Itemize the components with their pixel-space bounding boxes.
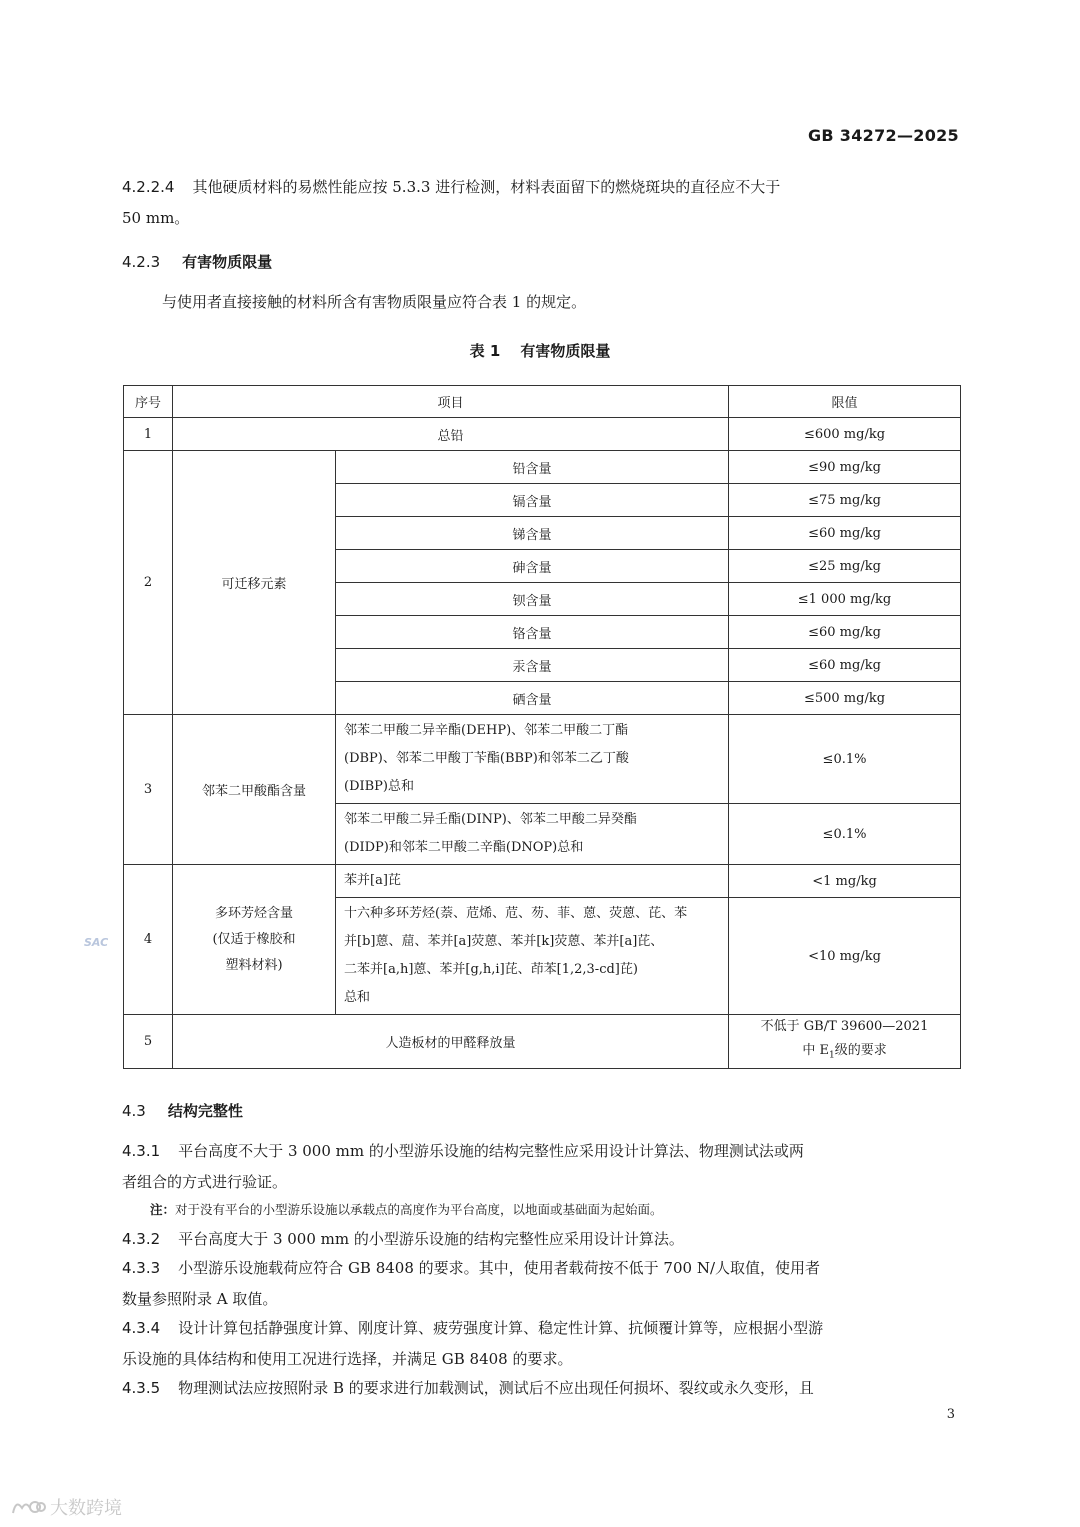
watermark [10, 1494, 122, 1520]
clause-text-cont: 者组合的方式进行验证。 [122, 1173, 288, 1191]
clause-text: 其他硬质材料的易燃性能应按 5.3.3 进行检测，材料表面留下的燃烧斑块的直径应不大于 [192, 178, 781, 196]
clause-4-2-2-4 [122, 172, 960, 234]
note-4-3-1 [150, 1200, 663, 1218]
table-header-row [124, 386, 961, 418]
table-caption-title: 有害物质限量 [520, 342, 611, 360]
heading-number: 4.2.3 [122, 253, 161, 271]
cell-limit: ≤75 mg/kg [729, 484, 961, 517]
cell-subitem: 镉含量 [336, 484, 729, 517]
cell-line: 总和 [344, 990, 371, 1005]
cell-subscript: 1 [828, 1050, 835, 1061]
header-limit: 限值 [729, 386, 961, 418]
header-seq: 序号 [124, 386, 173, 418]
cell-line: 多环芳烃含量 [214, 905, 293, 921]
cell-line: (仅适于橡胶和 [212, 931, 296, 947]
clause-text: 物理测试法应按照附录 B 的要求进行加载测试，测试后不应出现任何损坏、裂纹或永久变形，且 [178, 1379, 814, 1397]
table-row [124, 418, 961, 451]
cell-subitem: 铬含量 [336, 616, 729, 649]
cell-limit: ≤1 000 mg/kg [729, 583, 961, 616]
clause-number: 4.3.1 [122, 1142, 161, 1160]
table-row [124, 451, 961, 484]
cell-subitem: 苯并[a]芘 [336, 865, 729, 898]
cell-subitem: 硒含量 [336, 682, 729, 715]
cell-limit: ≤600 mg/kg [729, 418, 961, 451]
cell-line: (DIBP)总和 [344, 779, 415, 794]
cell-limit: ≤0.1% [729, 804, 961, 865]
cell-limit: ≤0.1% [729, 715, 961, 804]
clause-number: 4.3.2 [122, 1230, 161, 1248]
cell-limit: <1 mg/kg [729, 865, 961, 898]
clause-text-cont: 数量参照附录 A 取值。 [122, 1290, 278, 1308]
cell-group: 可迁移元素 [173, 451, 336, 715]
header-item: 项目 [173, 386, 729, 418]
clause-text-cont: 乐设施的具体结构和使用工况进行选择，并满足 GB 8408 的要求。 [122, 1350, 573, 1368]
cell-limit: ≤60 mg/kg [729, 517, 961, 550]
document-code: GB 34272—2025 [808, 126, 959, 145]
note-label: 注： [150, 1202, 176, 1217]
cell-text: 级的要求 [834, 1043, 887, 1058]
clause-4-3-3 [122, 1253, 960, 1315]
cell-limit: <10 mg/kg [729, 898, 961, 1015]
cell-subitem [336, 804, 729, 865]
clause-number: 4.3.4 [122, 1319, 161, 1337]
clause-text: 小型游乐设施载荷应符合 GB 8408 的要求。其中，使用者载荷按不低于 700 N/人取值，使用者 [178, 1259, 821, 1277]
table-row [124, 1015, 961, 1069]
clause-number: 4.3.5 [122, 1379, 161, 1397]
clause-4-3-4 [122, 1313, 960, 1375]
clause-number: 4.3.3 [122, 1259, 161, 1277]
hazard-limits-table [123, 385, 961, 1069]
clause-number: 4.2.2.4 [122, 178, 175, 196]
heading-number: 4.3 [122, 1102, 146, 1120]
heading-title: 结构完整性 [167, 1102, 243, 1120]
cell-limit: ≤60 mg/kg [729, 616, 961, 649]
heading-title: 有害物质限量 [182, 253, 273, 271]
cell-limit: ≤500 mg/kg [729, 682, 961, 715]
clause-text: 平台高度不大于 3 000 mm 的小型游乐设施的结构完整性应采用设计计算法、物理测试法或两 [178, 1142, 804, 1160]
cell-seq: 3 [124, 715, 173, 865]
paragraph-table-ref: 与使用者直接接触的材料所含有害物质限量应符合表 1 的规定。 [162, 293, 587, 311]
table-row [124, 715, 961, 804]
cell-subitem: 砷含量 [336, 550, 729, 583]
cell-line: 邻苯二甲酸二异辛酯(DEHP)、邻苯二甲酸二丁酯 [344, 723, 629, 738]
cell-line: (DIDP)和邻苯二甲酸二辛酯(DNOP)总和 [344, 840, 584, 855]
heading-4-3 [122, 1100, 243, 1121]
cell-line: (DBP)、邻苯二甲酸丁苄酯(BBP)和邻苯二乙丁酸 [344, 751, 629, 766]
cell-text: 中 E [802, 1043, 829, 1058]
watermark-text: 大数跨境 [50, 1498, 122, 1519]
cell-limit: ≤25 mg/kg [729, 550, 961, 583]
cell-group: 邻苯二甲酸酯含量 [173, 715, 336, 865]
cell-subitem: 锑含量 [336, 517, 729, 550]
cell-line: 二苯并[a,h]蒽、苯并[g,h,i]芘、茚苯[1,2,3-cd]芘) [344, 962, 638, 977]
table-row [124, 865, 961, 898]
cell-limit: ≤60 mg/kg [729, 649, 961, 682]
clause-text: 设计计算包括静强度计算、刚度计算、疲劳强度计算、稳定性计算、抗倾覆计算等，应根据小型游 [178, 1319, 824, 1337]
cell-item: 人造板材的甲醛释放量 [173, 1015, 729, 1069]
clause-4-3-1 [122, 1136, 960, 1198]
cell-seq: 2 [124, 451, 173, 715]
cell-seq: 5 [124, 1015, 173, 1069]
watermark-logo-icon [10, 1496, 46, 1518]
cell-subitem: 铅含量 [336, 451, 729, 484]
cell-limit [729, 1015, 961, 1069]
cell-group [173, 865, 336, 1015]
cell-subitem [336, 715, 729, 804]
clause-4-3-2 [122, 1224, 960, 1255]
table-caption [0, 340, 1080, 361]
cell-line: 十六种多环芳烃(萘、苊烯、苊、芴、菲、蒽、荧蒽、芘、苯 [344, 906, 688, 921]
table-caption-number: 表 1 [469, 342, 501, 360]
cell-line: 邻苯二甲酸二异壬酯(DINP)、邻苯二甲酸二异癸酯 [344, 812, 637, 827]
cell-subitem: 汞含量 [336, 649, 729, 682]
cell-line [735, 1039, 954, 1068]
cell-subitem: 钡含量 [336, 583, 729, 616]
cell-line: 并[b]蒽、䓛、苯并[a]荧蒽、苯并[k]荧蒽、苯并[a]芘、 [344, 934, 664, 949]
cell-item: 总铅 [173, 418, 729, 451]
page-number: 3 [946, 1407, 955, 1422]
clause-text: 平台高度大于 3 000 mm 的小型游乐设施的结构完整性应采用设计计算法。 [178, 1230, 684, 1248]
note-text: 对于没有平台的小型游乐设施以承载点的高度作为平台高度，以地面或基础面为起始面。 [175, 1202, 663, 1217]
cell-limit: ≤90 mg/kg [729, 451, 961, 484]
cell-line: 塑料材料) [225, 957, 283, 973]
clause-text-cont: 50 mm。 [122, 209, 190, 227]
heading-4-2-3 [122, 251, 272, 272]
cell-subitem [336, 898, 729, 1015]
cell-seq: 1 [124, 418, 173, 451]
side-watermark: SAC [84, 936, 109, 949]
cell-seq: 4 [124, 865, 173, 1015]
cell-line: 不低于 GB/T 39600—2021 [760, 1019, 929, 1034]
clause-4-3-5 [122, 1373, 960, 1404]
